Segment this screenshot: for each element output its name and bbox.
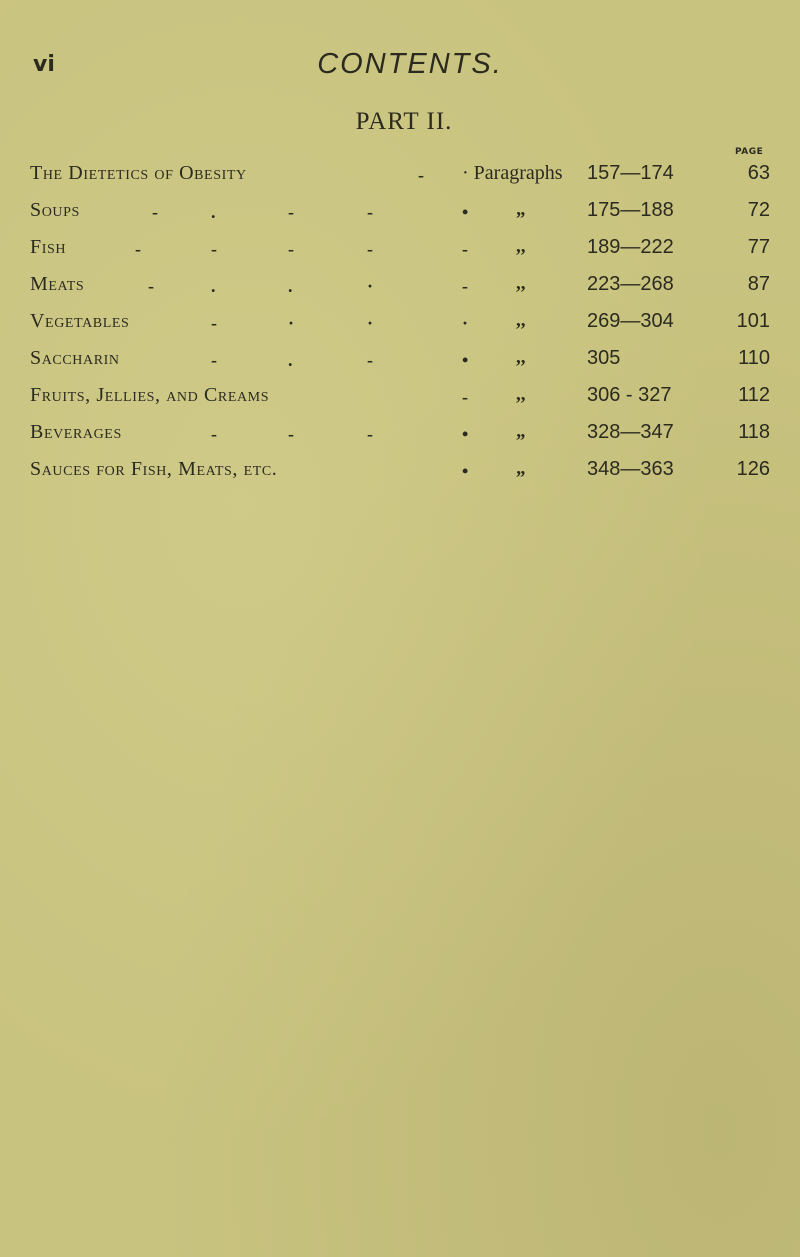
leader-mark: . (211, 202, 216, 222)
toc-entry-paragraphs: 175—188 (587, 199, 674, 221)
ditto-mark: „ (516, 458, 526, 479)
toc-entry-paragraphs: 306 - 327 (587, 384, 672, 406)
toc-entry-title: Vegetables (30, 310, 130, 332)
leader-mark: - (462, 387, 468, 407)
leader-mark: - (211, 424, 217, 444)
toc-entry-page: 63 (747, 162, 770, 184)
leader-mark: - (211, 350, 217, 370)
toc-entry-paragraphs: 223—268 (587, 273, 674, 295)
toc-entry (0, 347, 800, 377)
leader-mark: • (462, 424, 469, 444)
ditto-mark: „ (516, 199, 526, 220)
leader-mark: - (288, 202, 294, 222)
toc-entry-page: 118 (738, 421, 770, 443)
leader-mark: - (211, 313, 217, 333)
leader-mark: - (462, 239, 468, 259)
ditto-mark: ,, (516, 310, 526, 331)
page-number: vi (33, 52, 55, 77)
toc-entry-title: Sauces for Fish, Meats, etc. (30, 458, 278, 480)
toc-entry (0, 236, 800, 266)
leader-mark: . (211, 276, 216, 296)
leader-mark: - (288, 424, 294, 444)
running-head: CONTENTS. (317, 48, 503, 80)
leader-mark: - (288, 239, 294, 259)
ditto-mark: ,, (516, 347, 526, 368)
toc-entry (0, 199, 800, 229)
leader-mark: - (367, 350, 373, 370)
toc-entry (0, 384, 800, 414)
toc-entry-paragraphs: 269—304 (587, 310, 674, 332)
toc-entry (0, 421, 800, 451)
leader-mark: · (288, 313, 295, 333)
toc-entry-title: The Dietetics of Obesity (30, 162, 247, 184)
toc-entry-paragraphs: 328—347 (587, 421, 674, 443)
toc-entry-paragraphs: 189—222 (587, 236, 674, 258)
toc-entry-title: Beverages (30, 421, 122, 443)
leader-mark: - (152, 202, 158, 222)
leader-mark: . (288, 350, 293, 370)
leader-mark: - (367, 202, 373, 222)
toc-entry-page: 72 (747, 199, 770, 221)
toc-entry-title: Meats (30, 273, 85, 295)
toc-entry (0, 310, 800, 340)
toc-entry-title: Fish (30, 236, 67, 258)
part-heading: PART II. (355, 108, 453, 135)
leader-mark: . (288, 276, 293, 296)
toc-entry-page: 87 (747, 273, 770, 295)
toc-entry-title: Fruits, Jellies, and Creams (30, 384, 270, 406)
page-column-label: PAGE (735, 147, 764, 157)
ditto-mark: ,, (516, 384, 526, 405)
ditto-mark: ,, (516, 236, 526, 257)
leader-mark: - (367, 424, 373, 444)
leader-mark: - (418, 165, 424, 185)
leader-mark: · (462, 313, 469, 333)
toc-entry-title: Soups (30, 199, 80, 221)
toc-entry-reference: · Paragraphs (462, 162, 563, 184)
toc-entry-paragraphs: 348—363 (587, 458, 674, 480)
leader-mark: - (135, 239, 141, 259)
toc-entry (0, 458, 800, 488)
leader-mark: - (462, 276, 468, 296)
leader-mark: - (367, 239, 373, 259)
leader-mark: - (211, 239, 217, 259)
toc-entry-page: 112 (738, 384, 770, 406)
leader-mark: • (462, 202, 469, 222)
ditto-mark: „ (516, 421, 526, 442)
leader-mark: - (148, 276, 154, 296)
toc-entry-page: 101 (736, 310, 770, 332)
leader-mark: • (462, 461, 469, 481)
leader-mark: • (462, 350, 469, 370)
toc-entry-page: 110 (738, 347, 770, 369)
toc-entry-page: 77 (747, 236, 770, 258)
leader-mark: · (367, 276, 374, 296)
toc-entry (0, 162, 800, 192)
leader-mark: · (367, 313, 374, 333)
toc-entry (0, 273, 800, 303)
toc-entry-page: 126 (736, 458, 770, 480)
toc-entry-paragraphs: 157—174 (587, 162, 674, 184)
ditto-mark: ,, (516, 273, 526, 294)
toc-entry-title: Saccharin (30, 347, 120, 369)
toc-entry-paragraphs: 305 (587, 347, 621, 369)
